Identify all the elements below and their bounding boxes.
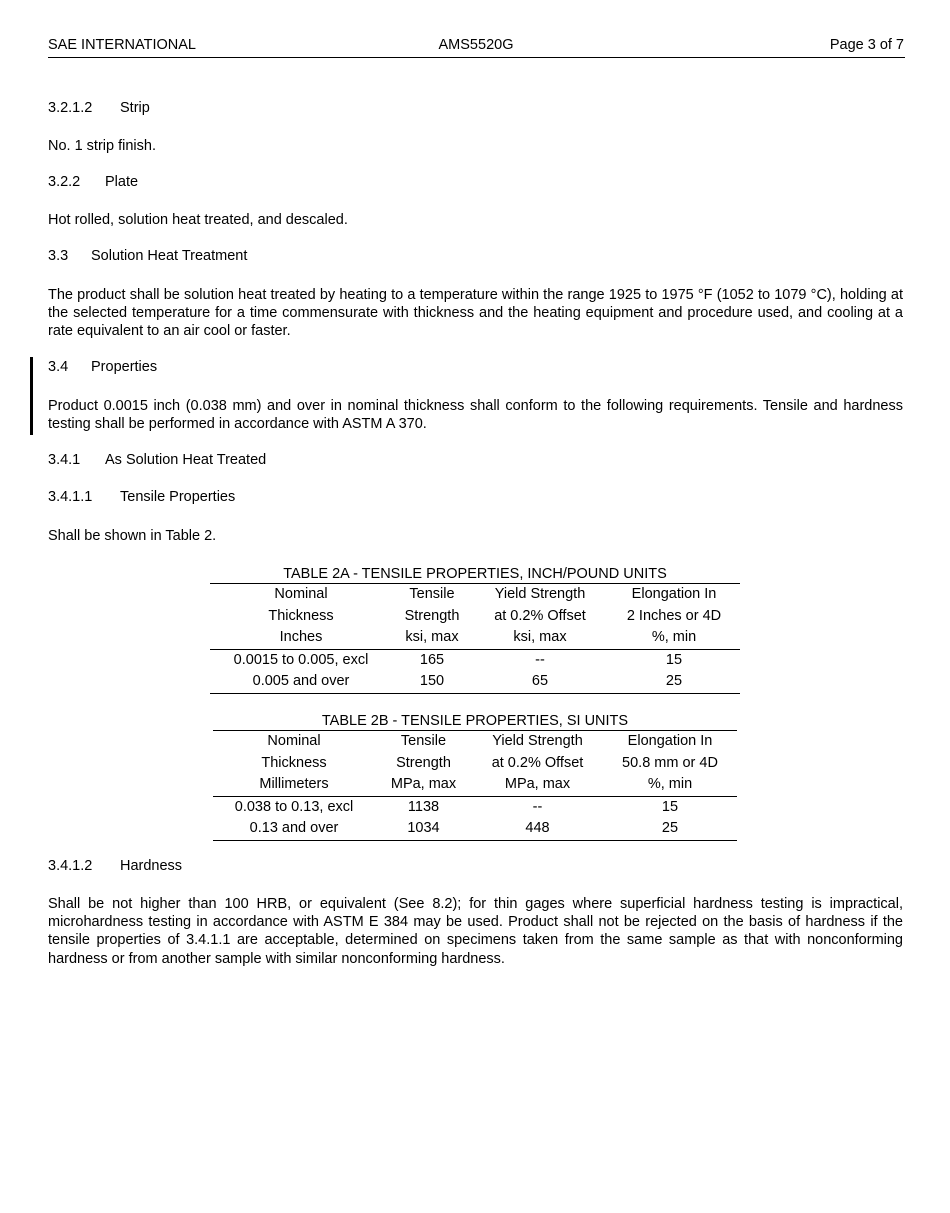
table-cell: 25 (603, 818, 737, 840)
heading-3-2-2 (48, 174, 138, 190)
column-header: Strength (396, 754, 451, 771)
paragraph-solution-heat-treatment: The product shall be solution heat treated by heating to a temperature within the range 1925 to 1975 °F (1052 to 1079 °C), holding at the selected temperature for a time commensurate with thickness and the heating equipment and procedure used, and cooling at a rate equivalent to an air cool or faster. (48, 287, 903, 340)
table-cell: -- (535, 651, 545, 668)
table-cell: 150 (392, 671, 472, 693)
table-header-row (213, 753, 737, 775)
column-header: Nominal (213, 731, 375, 753)
section-number: 3.2.2 (48, 174, 81, 190)
table-2b-tensile-si (213, 712, 737, 841)
section-title: Solution Heat Treatment (91, 248, 248, 264)
column-header: 2 Inches or 4D (626, 607, 722, 624)
column-header: Thickness (268, 607, 334, 624)
section-number: 3.4.1.2 (48, 858, 93, 874)
section-title: As Solution Heat Treated (105, 452, 267, 468)
column-header: at 0.2% Offset (491, 754, 584, 771)
header-page-number: Page 3 of 7 (829, 37, 904, 53)
table-cell: 0.0015 to 0.005, excl (233, 651, 369, 668)
heading-3-3 (48, 248, 247, 264)
section-title: Plate (105, 174, 139, 190)
table-header-row (210, 606, 740, 628)
table-cell: 0.13 and over (213, 818, 375, 840)
table-cell: 165 (419, 651, 445, 668)
heading-3-4-1-1 (48, 489, 235, 505)
heading-3-4-1 (48, 452, 266, 468)
paragraph-tensile-properties: Shall be shown in Table 2. (48, 528, 217, 544)
table-row (210, 671, 740, 693)
column-header: at 0.2% Offset (494, 607, 586, 624)
column-header: ksi, max (392, 627, 472, 649)
header-doc-number: AMS5520G (438, 37, 514, 53)
section-title: Hardness (120, 858, 183, 874)
table-cell: 1034 (375, 818, 472, 840)
column-header: MPa, max (472, 774, 603, 796)
paragraph-properties: Product 0.0015 inch (0.038 mm) and over in nominal thickness shall conform to the following requirements. Tensile and hardness testing shall be performed in accordance with ASTM A 370. (48, 398, 903, 433)
column-header: 50.8 mm or 4D (622, 754, 718, 771)
column-header: Thickness (261, 754, 327, 771)
table-cell: 25 (608, 671, 740, 693)
column-header: ksi, max (472, 627, 608, 649)
heading-3-2-1-2 (48, 100, 150, 116)
column-header: Nominal (210, 584, 392, 606)
column-header: Inches (210, 627, 392, 649)
table-row (213, 818, 737, 840)
revision-change-bar (30, 357, 33, 435)
section-number: 3.4.1 (48, 452, 81, 468)
column-header: Millimeters (213, 774, 375, 796)
table-cell: 0.038 to 0.13, excl (234, 798, 354, 815)
column-header: Elongation In (608, 584, 740, 606)
column-header: %, min (603, 774, 737, 796)
table-cell: 448 (472, 818, 603, 840)
table-cell: -- (532, 798, 543, 815)
table-cell: 0.005 and over (210, 671, 392, 693)
table-header-row (213, 731, 737, 753)
header-rule (48, 57, 905, 58)
table-2b-caption: TABLE 2B - TENSILE PROPERTIES, SI UNITS (321, 713, 629, 729)
column-header: Yield Strength (472, 584, 608, 606)
column-header: Elongation In (603, 731, 737, 753)
heading-3-4-1-2 (48, 858, 182, 874)
table-2a-tensile-inch-pound (210, 565, 740, 694)
paragraph-hardness: Shall be not higher than 100 HRB, or equivalent (See 8.2); for thin gages where superficial hardness testing is impractical, microhardness testing in accordance with ASTM E 384 may be used. Product shall not be rejected on the basis of hardness if the tensile properties of 3.4.1.1 are acceptable, determined on specimens taken from the same sample as that with nonconforming hardness or from another sample with similar nonconforming hardness. (48, 896, 903, 967)
column-header: Tensile (392, 584, 472, 606)
section-number: 3.2.1.2 (48, 100, 93, 116)
table-cell: 15 (661, 798, 679, 815)
section-number: 3.3 (48, 248, 69, 264)
section-title: Properties (91, 359, 158, 375)
section-title: Strip (120, 100, 150, 116)
column-header: Strength (404, 607, 460, 624)
section-number: 3.4.1.1 (48, 489, 93, 505)
table-header-row (210, 584, 740, 606)
column-header: Yield Strength (472, 731, 603, 753)
column-header: MPa, max (375, 774, 472, 796)
table-header-row (210, 627, 740, 649)
heading-3-4 (48, 359, 157, 375)
table-row (213, 796, 737, 818)
table-cell: 65 (472, 671, 608, 693)
table-header-row (213, 774, 737, 796)
paragraph-plate: Hot rolled, solution heat treated, and descaled. (48, 212, 348, 228)
table-row (210, 649, 740, 671)
column-header: %, min (608, 627, 740, 649)
table-2a-caption: TABLE 2A - TENSILE PROPERTIES, INCH/POUND UNITS (283, 566, 667, 582)
table-cell: 1138 (407, 798, 440, 815)
column-header: Tensile (375, 731, 472, 753)
header-org: SAE INTERNATIONAL (48, 37, 196, 53)
section-number: 3.4 (48, 359, 69, 375)
paragraph-strip: No. 1 strip finish. (48, 138, 156, 154)
table-cell: 15 (665, 651, 683, 668)
section-title: Tensile Properties (120, 489, 236, 505)
